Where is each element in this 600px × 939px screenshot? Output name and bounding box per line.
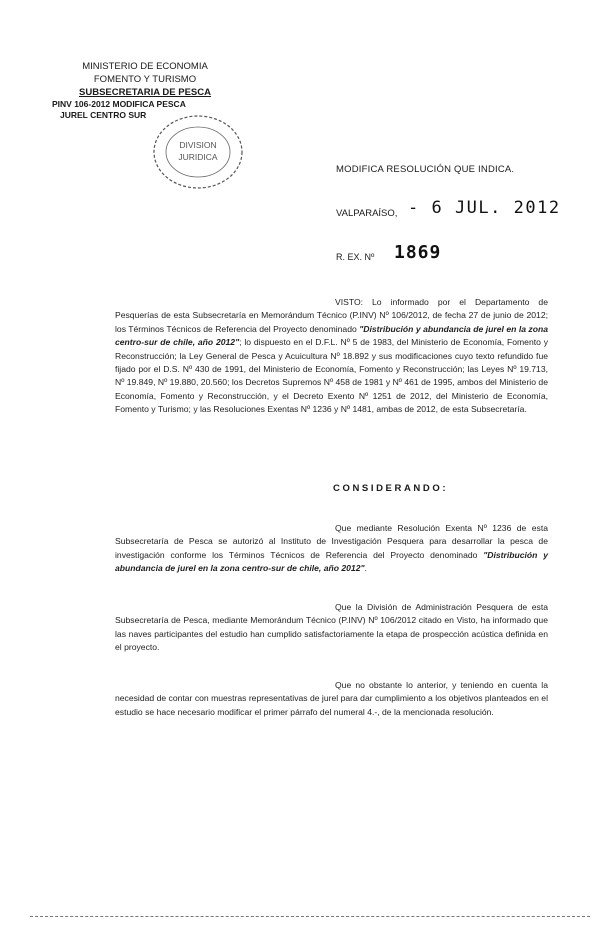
visto-text-2: ; lo dispuesto en el D.F.L. Nº 5 de 1983, del Ministerio de Economía, Fomento y Reconstrucción; la Ley General de Pesca y Acuicultura Nº 18.892 y sus modificaciones cuyo texto refundido fue fijado por el D.S. Nº 430 de 1991, del Ministerio de Economía, Fomento y Reconstrucción; las Leyes Nº 19.713, Nº 19.849, Nº 19.880, 20.560; los Decretos Supremos Nº 458 de 1981 y Nº 461 de 1995, ambos del Ministerio de Economía, Fomento y Reconstrucción, y el Decreto Exento Nº 1251 de 2012, del Ministerio de Economía, Fomento y Turismo; y las Resoluciones Exentas Nº 1236 y Nº 1481, ambas de 2012, de esta Subsecretaría.	[115, 337, 548, 415]
svg-text:JURIDICA: JURIDICA	[178, 152, 218, 162]
letterhead-ministry: MINISTERIO DE ECONOMIA	[82, 61, 208, 72]
visto-paragraph	[115, 296, 548, 417]
letterhead-ministry-sub: FOMENTO Y TURISMO	[93, 74, 197, 85]
considerando-2-text: Que la División de Administración Pesquera de esta Subsecretaría de Pesca, mediante Memorándum Técnico (P.INV) Nº 106/2012 citado en Visto, ha informado que las naves participantes del estudio han cumplido satisfactoriamente la etapa de prospección acústica definida en el proyecto.	[115, 602, 548, 653]
letterhead-reference-sub: JUREL CENTRO SUR	[60, 110, 147, 120]
page-bottom-rule	[30, 916, 590, 917]
considerando-1-project-title: "Distribución y abundancia de jurel en la zona centro-sur de chile, año 2012"	[115, 549, 549, 574]
place-label: VALPARAÍSO,	[336, 208, 398, 219]
svg-text:DIVISION: DIVISION	[179, 140, 217, 150]
resolution-number: 1869	[394, 242, 442, 263]
project-title: "Distribución y abundancia de jurel en la zona centro-sur de chile, año 2012"	[115, 323, 548, 348]
considerando-heading: CONSIDERANDO:	[333, 483, 449, 494]
considerando-1-end: .	[364, 563, 367, 574]
considerando-paragraph-2	[115, 601, 548, 655]
considerando-1-text: Que mediante Resolución Exenta Nº 1236 de esta Subsecretaría de Pesca se autorizó al Instituto de Investigación Pesquera para desarrollar la pesca de investigación conforme los Términos Técnicos de Referencia del Proyecto denominado	[115, 523, 548, 560]
visto-text-1: VISTO: Lo informado por el Departamento de Pesquerías de esta Subsecretaría en Memorándum Técnico (P.INV) Nº 106/2012, de fecha 27 de junio de 2012; los Términos Técnicos de Referencia del Proyecto denominado	[115, 297, 548, 334]
considerando-3-text: Que no obstante lo anterior, y teniendo en cuenta la necesidad de contar con muestras representativas de jurel para dar cumplimiento a los objetivos planteados en el estudio se hace necesario modificar el primer párrafo del numeral 4.-, de la mencionada resolución.	[115, 680, 548, 717]
resolution-date: - 6 JUL. 2012	[408, 198, 561, 218]
resolution-subject: MODIFICA RESOLUCIÓN QUE INDICA.	[336, 164, 515, 175]
division-juridica-stamp	[150, 112, 246, 192]
letterhead-subsecretaria: SUBSECRETARIA DE PESCA	[79, 87, 211, 98]
letterhead-reference: PINV 106-2012 MODIFICA PESCA	[52, 99, 186, 109]
considerando-paragraph-1	[115, 522, 548, 576]
resolution-number-label: R. EX. Nº	[336, 252, 375, 262]
considerando-paragraph-3	[115, 679, 548, 719]
